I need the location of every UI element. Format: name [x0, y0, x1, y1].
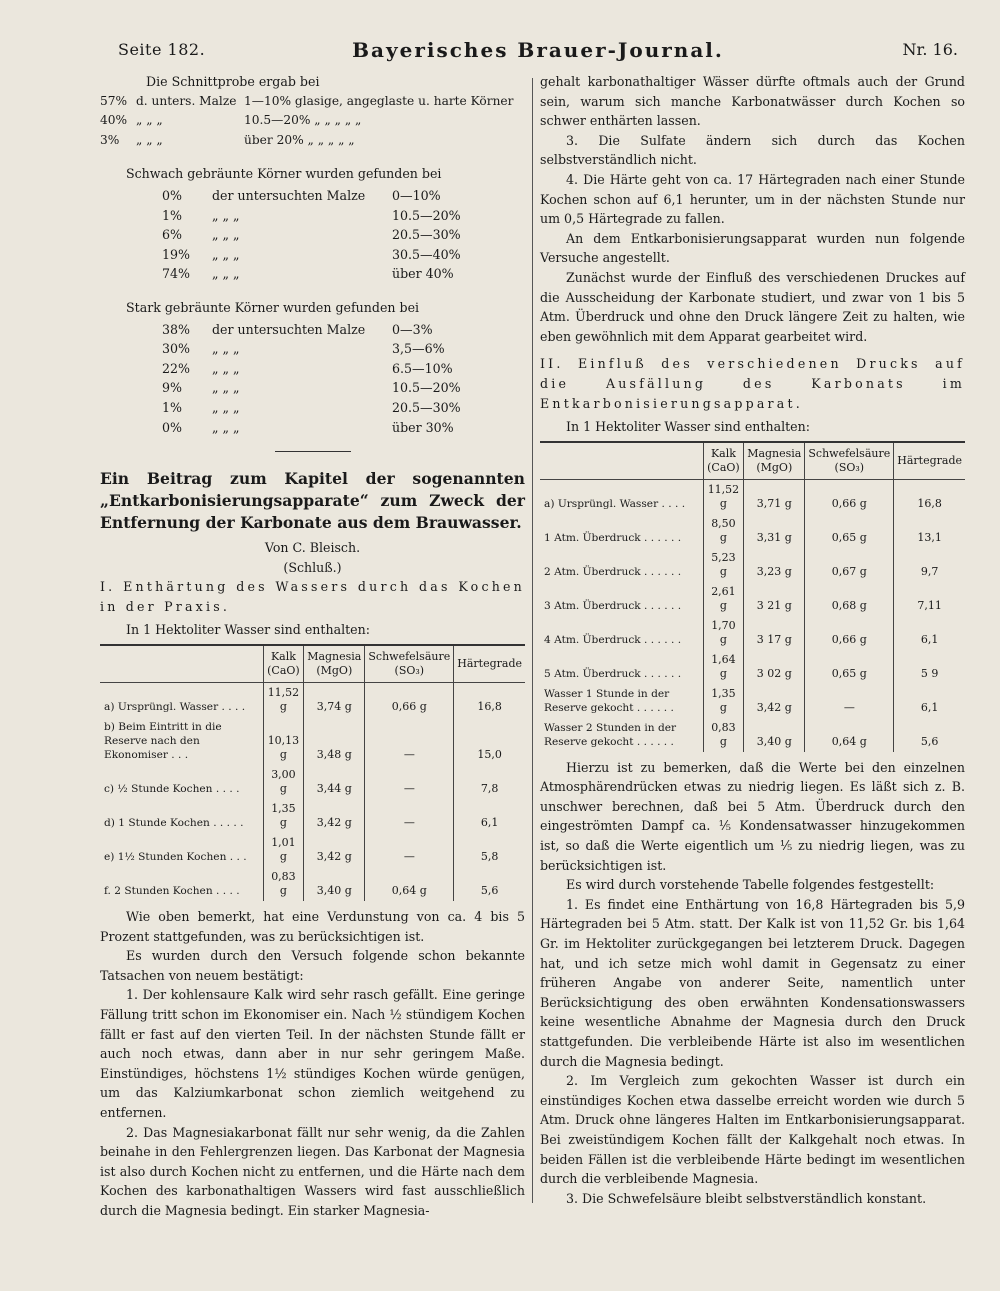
paragraph: 1. Es findet eine Enthärtung von 16,8 Härtegraden bis 5,9 Härtegraden bei 5 Atm. statt. Der Kalk ist von 11,52 Gr. bis 1,64 Gr. im Hektoliter zurückgegangen bei letzterem Druck. Dagegen hat, und ich setze mich wohl damit in Gegensatz zu einer früheren Angabe von anderer Seite, namentlich unter Berücksichtigung des oben erwähnten Kondensationswassers keine wesentliche Abnahme der Magnesia durch den Druck stattgefunden. Die verbleibende Härte ist also im wesentlichen durch die Magnesia bedingt. [540, 896, 965, 1069]
paragraph: 3. Die Schwefelsäure bleibt selbstverständlich konstant. [566, 1190, 927, 1206]
paragraph: 2. Das Magnesiakarbonat fällt nur sehr wenig, da die Zahlen beinahe in den Fehlergrenzen liegen. Das Karbonat der Magnesia ist also durch Kochen nicht zu entfernen, und die Härte nach dem Kochen des karbonathaltigen Wassers wird fast ausschließlich durch die Magnesia bedingt. Ein starker Magnesia- [100, 1124, 525, 1218]
list-item: 1% „ „ „ 20.5—30% [162, 399, 461, 415]
table-header: Magnesia (MgO) [304, 645, 365, 683]
paragraph: Zunächst wurde der Einfluß des verschiedenen Druckes auf die Ausscheidung der Karbonate studiert, und zwar von 1 bis 5 Atm. Überdruck und ohne den Druck längere Zeit zu halten, wie eben gewöhnlich mit dem Apparat gearbeitet wird. [540, 269, 965, 344]
column-divider [532, 78, 533, 1203]
left-column [100, 72, 525, 1221]
section-heading-1: I. Enthärtung des Wassers durch das Kochen in der Praxis. [100, 579, 525, 614]
author: Von C. Bleisch. [264, 540, 361, 556]
list-item: 0% „ „ „ über 30% [162, 419, 454, 435]
schwach-intro: Schwach gebräunte Körner wurden gefunden bei [126, 166, 442, 182]
section-heading-2: II. Einfluß des verschiedenen Drucks auf die Ausfällung des Karbonats im Entkarbonisierungsapparat. [540, 356, 965, 411]
paragraph: 1. Der kohlensaure Kalk wird sehr rasch gefällt. Eine geringe Fällung tritt schon im Ekonomiser ein. Nach ½ stündigem Kochen fällt er fast auf den vierten Teil. In der nächsten Stunde fällt er auch noch etwas, dann aber in nur sehr geringem Maße. Einstündiges, höchstens 1½ stündiges Kochen würde genügen, um das Kalziumkarbonat schon ziemlich weitgehend zu entfernen. [100, 987, 525, 1120]
list-item: 19% „ „ „ 30.5—40% [162, 246, 461, 262]
table-row: 1 Atm. Überdruck . . . . . . 8,50 g 3,31 g 0,65 g 13,1 [540, 514, 965, 548]
table-header-blank [100, 645, 263, 683]
list-item: 40% „ „ „ 10.5—20% „ „ „ „ „ [100, 113, 362, 128]
table-intro-1: In 1 Hektoliter Wasser sind enthalten: [126, 622, 370, 638]
data-table-1 [100, 644, 525, 901]
table-intro-2: In 1 Hektoliter Wasser sind enthalten: [566, 419, 810, 435]
paragraph: Hierzu ist zu bemerken, daß die Werte bei den einzelnen Atmosphärendrücken etwas zu niedrig liegen. Es läßt sich z. B. unschwer berechnen, daß bei 5 Atm. Überdruck durch den eingeströmten Dampf ca. ⅕ Kondensatwasser hinzugekommen ist, so daß die Werte eigentlich um ⅕ zu niedrig liegen, was zu berücksichtigen ist. [540, 759, 965, 873]
list-item: 30% „ „ „ 3,5—6% [162, 341, 445, 357]
data-table-2 [540, 441, 965, 752]
paragraph: 3. Die Sulfate ändern sich durch das Kochen selbstverständlich nicht. [540, 132, 965, 168]
probe-intro: Die Schnittprobe ergab bei [146, 74, 320, 89]
table-row: Wasser 1 Stunde in der Reserve gekocht . . . . . . 1,35 g 3,42 g — 6,1 [540, 684, 965, 718]
right-column [540, 72, 965, 1208]
table-row: e) 1½ Stunden Kochen . . . 1,01 g 3,42 g — 5,8 [100, 833, 525, 867]
table-header: Kalk (CaO) [263, 645, 304, 683]
list-item: 9% „ „ „ 10.5—20% [162, 380, 461, 396]
article-title: Ein Beitrag zum Kapitel der sogenannten „Entkarbonisierungsapparate“ zum Zweck der Entfernung der Karbonate aus dem Brauwasser. [100, 469, 525, 533]
stark-intro: Stark gebräunte Körner wurden gefunden bei [126, 299, 420, 315]
page-number: Seite 182. [118, 40, 206, 59]
table-row: d) 1 Stunde Kochen . . . . . 1,35 g 3,42 g — 6,1 [100, 799, 525, 833]
paragraph: Es wird durch vorstehende Tabelle folgendes festgestellt: [566, 877, 935, 893]
list-item: 74% „ „ „ über 40% [162, 266, 454, 282]
section-rule [275, 451, 351, 452]
list-item: 6% „ „ „ 20.5—30% [162, 227, 461, 243]
table-row: c) ½ Stunde Kochen . . . . 3,00 g 3,44 g — 7,8 [100, 765, 525, 799]
page-header [118, 40, 958, 70]
list-item: 38% der untersuchten Malze 0—3% [162, 321, 433, 337]
table-header: Härtegrade [894, 442, 965, 480]
table-row: Wasser 2 Stunden in der Reserve gekocht . . . . . . 0,83 g 3,40 g 0,64 g 5,6 [540, 718, 965, 752]
list-item: 57% d. unters. Malze 1—10% glasige, angeglaste u. harte Körner [100, 93, 514, 108]
schwach-list [100, 186, 525, 284]
issue-number: Nr. 16. [902, 40, 958, 59]
table-row: 4 Atm. Überdruck . . . . . . 1,70 g 3 17 g 0,66 g 6,1 [540, 616, 965, 650]
journal-title: Bayerisches Brauer-Journal. [352, 38, 724, 62]
table-header: Schwefelsäure (SO₃) [365, 645, 454, 683]
table-row: f. 2 Stunden Kochen . . . . 0,83 g 3,40 g 0,64 g 5,6 [100, 867, 525, 901]
list-item: 1% „ „ „ 10.5—20% [162, 207, 461, 223]
table-header: Kalk (CaO) [703, 442, 744, 480]
table-header-blank [540, 442, 703, 480]
table-header: Magnesia (MgO) [744, 442, 805, 480]
paragraph: Es wurden durch den Versuch folgende schon bekannte Tatsachen von neuem bestätigt: [100, 948, 525, 983]
paragraph: gehalt karbonathaltiger Wässer dürfte oftmals auch der Grund sein, warum sich manche Karbonatwässer durch Kochen so schwer enthärten lassen. [540, 74, 965, 129]
table-row: b) Beim Eintritt in die Reserve nach den Ekonomiser . . . 10,13 g 3,48 g — 15,0 [100, 717, 525, 765]
probe-list [100, 92, 525, 151]
paragraph: 2. Im Vergleich zum gekochten Wasser ist durch ein einstündiges Kochen etwa dasselbe erreicht worden wie durch 5 Atm. Druck ohne längeres Halten im Entkarbonisierungsapparat. Bei zweistündigem Kochen fällt der Kalkgehalt noch etwas. In beiden Fällen ist die verbleibende Härte bedingt im wesentlichen durch die verbleibende Magnesia. [540, 1073, 965, 1187]
paragraph: An dem Entkarbonisierungsapparat wurden nun folgende Versuche angestellt. [540, 230, 965, 266]
table-row: 2 Atm. Überdruck . . . . . . 5,23 g 3,23 g 0,67 g 9,7 [540, 548, 965, 582]
paragraph: Wie oben bemerkt, hat eine Verdunstung von ca. 4 bis 5 Prozent stattgefunden, was zu berücksichtigen ist. [100, 909, 525, 944]
list-item: 3% „ „ „ über 20% „ „ „ „ „ [100, 132, 355, 147]
table-row: 3 Atm. Überdruck . . . . . . 2,61 g 3 21 g 0,68 g 7,11 [540, 582, 965, 616]
table-header: Schwefelsäure (SO₃) [805, 442, 894, 480]
paragraph: 4. Die Härte geht von ca. 17 Härtegraden nach einer Stunde Kochen schon auf 6,1 herunter, um in der nächsten Stunde nur um 0,5 Härtegrade zu fallen. [540, 171, 965, 227]
table-row: a) Ursprüngl. Wasser . . . . 11,52 g 3,71 g 0,66 g 16,8 [540, 479, 965, 514]
continuation-note: (Schluß.) [283, 559, 342, 575]
table-header: Härtegrade [454, 645, 525, 683]
list-item: 0% der untersuchten Malze 0—10% [162, 187, 441, 203]
table-row: 5 Atm. Überdruck . . . . . . 1,64 g 3 02 g 0,65 g 5 9 [540, 650, 965, 684]
table-row: a) Ursprüngl. Wasser . . . . 11,52 g 3,74 g 0,66 g 16,8 [100, 683, 525, 718]
stark-list [100, 320, 525, 438]
list-item: 22% „ „ „ 6.5—10% [162, 360, 453, 376]
